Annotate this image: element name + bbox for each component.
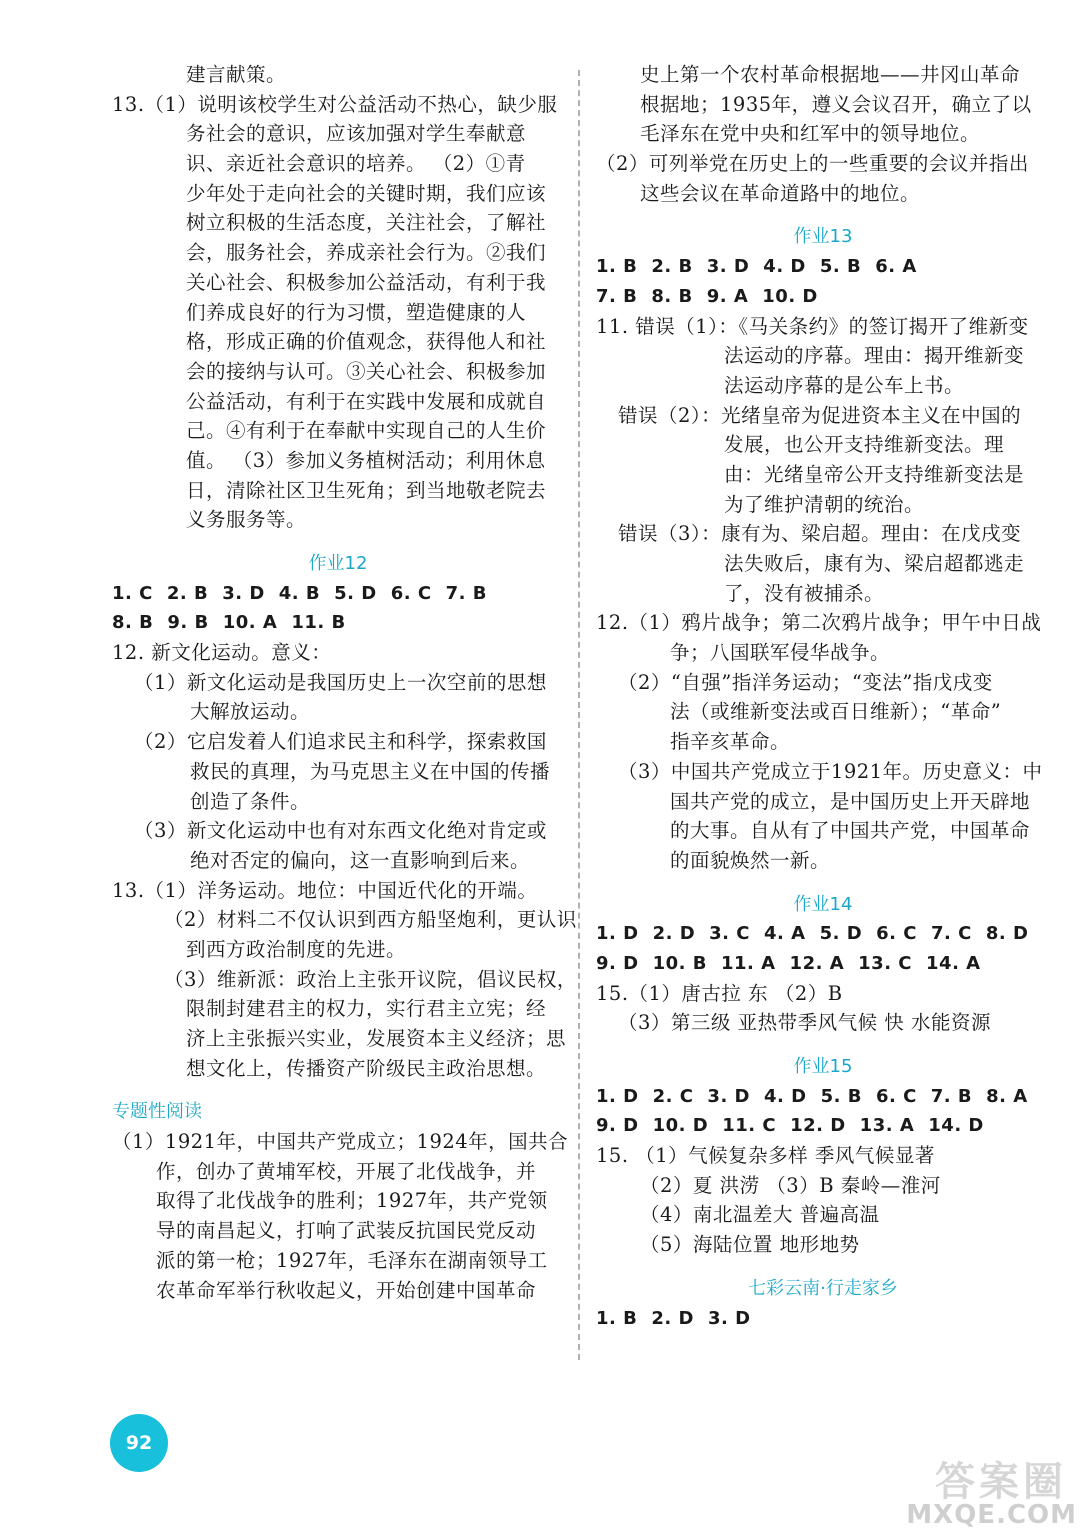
text-line: （5）海陆位置 地形地势	[640, 1233, 860, 1257]
text-line: 取得了北伐战争的胜利；1927年，共产党领	[156, 1189, 548, 1213]
answer-item: 1. C	[112, 582, 153, 604]
text-line: 法运动的序幕。理由：揭开维新变	[724, 344, 1025, 368]
answer-row	[596, 282, 1050, 312]
answer-item: 3. D	[707, 1085, 750, 1107]
text-line: 12. 新文化运动。意义：	[112, 641, 332, 665]
text-line: 农革命军举行秋收起义，开始创建中国革命	[156, 1278, 537, 1302]
section-heading-yunnan: 七彩云南·行走家乡	[748, 1277, 898, 1299]
text-line: 这些会议在革命道路中的地位。	[640, 181, 921, 205]
text-line: 公益活动，有利于在实践中发展和成就自	[186, 389, 547, 413]
answer-item: 9. D	[596, 1115, 639, 1137]
text-line: 指辛亥革命。	[670, 730, 791, 754]
answer-item: 11. B	[291, 612, 346, 634]
text-line: （2）它启发着人们追求民主和科学，探索救国	[134, 730, 547, 754]
answer-item: 4. D	[763, 256, 806, 278]
answer-item: 12. D	[790, 1115, 846, 1137]
text-line: 法失败后，康有为、梁启超都逃走	[724, 552, 1025, 575]
answer-item: 2. D	[652, 923, 696, 945]
section-heading-hw13: 作业13	[793, 226, 853, 248]
answer-item: 1. D	[596, 923, 639, 945]
text-line: 国共产党的成立，是中国历史上开天辟地	[670, 789, 1031, 813]
text-line: （3）新文化运动中也有对东西文化绝对肯定或	[134, 819, 547, 843]
text-line: 救民的真理，为马克思主义在中国的传播	[190, 759, 551, 783]
text-line: 13.（1）洋务运动。地位：中国近代化的开端。	[112, 878, 538, 902]
text-line: 到西方政治制度的先进。	[186, 937, 407, 961]
right-column	[596, 60, 1050, 1333]
answer-item: 7. B	[930, 1085, 973, 1107]
answer-item: 10. A	[222, 612, 278, 634]
text-line: 史上第一个农村革命根据地——井冈山革命	[640, 63, 1021, 86]
watermark-logo: 答案圈	[935, 1459, 1067, 1505]
answer-item: 2. D	[651, 1307, 694, 1329]
text-line: 关心社会、积极参加公益活动，有利于我	[186, 270, 547, 294]
answer-row	[596, 1082, 1050, 1112]
answer-item: 4. A	[764, 923, 806, 945]
answer-item: 9. A	[706, 285, 749, 307]
text-line: 为了维护清朝的统治。	[724, 492, 925, 516]
answer-item: 1. B	[596, 1307, 638, 1329]
section-heading-special: 专题性阅读	[112, 1101, 202, 1123]
section-heading-hw14: 作业14	[793, 893, 853, 915]
answer-item: 14. A	[926, 952, 981, 974]
text-line: 大解放运动。	[190, 700, 311, 724]
answer-item: 5. D	[334, 582, 377, 604]
text-line: 法运动序幕的是公车上书。	[724, 373, 965, 397]
answer-item: 4. D	[764, 1085, 807, 1107]
answer-item: 7. B	[445, 582, 487, 604]
answer-item: 6. C	[876, 923, 917, 945]
answer-item: 3. C	[709, 923, 750, 945]
text-line: 的面貌焕然一新。	[670, 848, 831, 872]
answer-item: 6. A	[875, 256, 917, 278]
answer-item: 5. B	[820, 1085, 862, 1107]
text-line: 建言献策。	[186, 63, 287, 86]
text-line: 格，形成正确的价值观念，获得他人和社	[186, 330, 547, 354]
answer-item: 3. D	[706, 256, 750, 278]
answer-row	[596, 1304, 1050, 1334]
column-divider	[578, 70, 580, 1360]
answer-item: 6. C	[390, 582, 432, 604]
text-line: （3）中国共产党成立于1921年。历史意义：中	[618, 759, 1043, 783]
answer-item: 13. A	[859, 1115, 915, 1137]
answer-item: 10. D	[762, 285, 818, 307]
answer-item: 7. B	[596, 285, 638, 307]
answer-item: 10. B	[652, 952, 707, 974]
answer-item: 10. D	[652, 1115, 709, 1137]
text-line: 绝对否定的偏向，这一直影响到后来。	[190, 848, 531, 872]
text-line: 值。 （3）参加义务植树活动；利用休息	[186, 448, 546, 472]
text-line: 了，没有被捕杀。	[724, 581, 885, 605]
text-line: 11. 错误（1）：《马关条约》的签订揭开了维新变	[596, 314, 1029, 338]
text-line: 日，清除社区卫生死角；到当地敬老院去	[186, 478, 547, 502]
answer-item: 5. B	[819, 256, 862, 278]
text-line: 发展，也公开支持维新变法。理	[724, 433, 1005, 457]
answer-item: 1. D	[596, 1085, 639, 1107]
answer-item: 3. D	[707, 1307, 751, 1329]
text-line: 济上主张振兴实业，发展资本主义经济；思	[186, 1027, 567, 1050]
text-line: 创造了条件。	[190, 789, 311, 813]
text-line: 错误（3）：康有为、梁启超。理由：在戊戌变	[618, 522, 1022, 546]
text-line: 导的南昌起义，打响了武装反抗国民党反动	[156, 1219, 537, 1243]
answer-item: 2. C	[652, 1085, 694, 1107]
text-line: 争；八国联军侵华战争。	[670, 641, 891, 665]
text-line: （4）南北温差大 普遍高温	[640, 1203, 880, 1227]
text-line: 己。④有利于在奉献中实现自己的人生价	[186, 419, 547, 443]
page-number-badge: 92	[110, 1414, 168, 1472]
answer-item: 7. C	[930, 923, 972, 945]
section-heading-hw15: 作业15	[793, 1056, 853, 1077]
watermark	[877, 1450, 1077, 1530]
text-line: 15.（1）唐古拉 东 （2）B	[596, 981, 843, 1005]
text-line: （3）第三级 亚热带季风气候 快 水能资源	[618, 1011, 992, 1035]
text-line: 根据地；1935年，遵义会议召开，确立了以	[640, 92, 1032, 116]
answer-row	[596, 1111, 1050, 1141]
text-line: （2）夏 洪涝 （3）B 秦岭—淮河	[640, 1173, 941, 1197]
answer-item: 2. B	[166, 582, 209, 604]
text-line: （2）材料二不仅认识到西方船坚炮利，更认识	[164, 908, 577, 932]
text-line: 会的接纳与认可。③关心社会、积极参加	[186, 359, 547, 383]
text-line: 的大事。自从有了中国共产党，中国革命	[670, 819, 1031, 843]
text-line: 作，创办了黄埔军校，开展了北伐战争，并	[156, 1159, 537, 1183]
answer-item: 8. A	[986, 1085, 1028, 1107]
answer-item: 8. D	[985, 923, 1029, 945]
text-line: （1）新文化运动是我国历史上一次空前的思想	[134, 670, 547, 694]
text-line: 12.（1）鸦片战争；第二次鸦片战争；甲午中日战	[596, 611, 1042, 635]
answer-item: 5. D	[819, 923, 863, 945]
text-line: 想文化上，传播资产阶级民主政治思想。	[186, 1056, 547, 1080]
text-line: 13.（1）说明该校学生对公益活动不热心，缺少服	[112, 92, 558, 116]
text-line: 义务服务等。	[186, 508, 307, 532]
answer-item: 4. B	[278, 582, 321, 604]
text-line: 少年处于走向社会的关键时期，我们应该	[186, 181, 547, 205]
left-column	[112, 60, 577, 1305]
text-line: 限制封建君主的权力，实行君主立宪；经	[186, 997, 547, 1021]
answer-row	[596, 949, 1050, 979]
answer-item: 11. C	[722, 1115, 777, 1137]
answer-item: 8. B	[112, 612, 154, 634]
text-line: 务社会的意识，应该加强对学生奉献意	[186, 122, 527, 146]
answer-row	[112, 579, 564, 609]
answer-item: 13. C	[858, 952, 913, 974]
text-line: 们养成良好的行为习惯，塑造健康的人	[186, 300, 527, 324]
text-line: （2）“自强”指洋务运动；“变法”指戊戌变	[618, 670, 993, 694]
text-line: （1）1921年，中国共产党成立；1924年，国共合	[112, 1130, 569, 1154]
text-line: 毛泽东在党中央和红军中的领导地位。	[640, 122, 981, 146]
text-line: 识、亲近社会意识的培养。 （2）①青	[186, 152, 526, 176]
watermark-site: MXQE.COM	[906, 1500, 1077, 1530]
text-line: 法（或维新变法或百日维新）；“革命”	[670, 700, 1002, 724]
text-line: 由：光绪皇帝公开支持维新变法是	[724, 462, 1025, 486]
answer-item: 12. A	[789, 952, 845, 974]
answer-item: 9. D	[596, 952, 639, 974]
answer-row	[112, 608, 564, 638]
answer-item: 2. B	[651, 256, 693, 278]
answer-item: 11. A	[720, 952, 776, 974]
text-line: 派的第一枪；1927年，毛泽东在湖南领导工	[156, 1248, 548, 1272]
text-line: 树立积极的生活态度，关注社会，了解社	[186, 211, 547, 235]
answer-item: 1. B	[596, 256, 638, 278]
answer-row	[596, 919, 1050, 949]
text-line: 会，服务社会，养成亲社会行为。②我们	[186, 241, 547, 265]
text-line: （3）维新派：政治上主张开议院，倡议民权，	[164, 967, 577, 991]
answer-item: 14. D	[928, 1115, 984, 1137]
answer-row	[596, 252, 1050, 282]
answer-item: 9. B	[167, 612, 209, 634]
answer-item: 3. D	[222, 582, 265, 604]
answer-item: 8. B	[651, 285, 693, 307]
answer-item: 6. C	[875, 1085, 917, 1107]
text-line: 错误（2）：光绪皇帝为促进资本主义在中国的	[618, 403, 1022, 427]
text-line: （2）可列举党在历史上的一些重要的会议并指出	[596, 152, 1029, 176]
section-heading-hw12: 作业12	[308, 553, 368, 574]
text-line: 15. （1）气候复杂多样 季风气候显著	[596, 1144, 935, 1168]
